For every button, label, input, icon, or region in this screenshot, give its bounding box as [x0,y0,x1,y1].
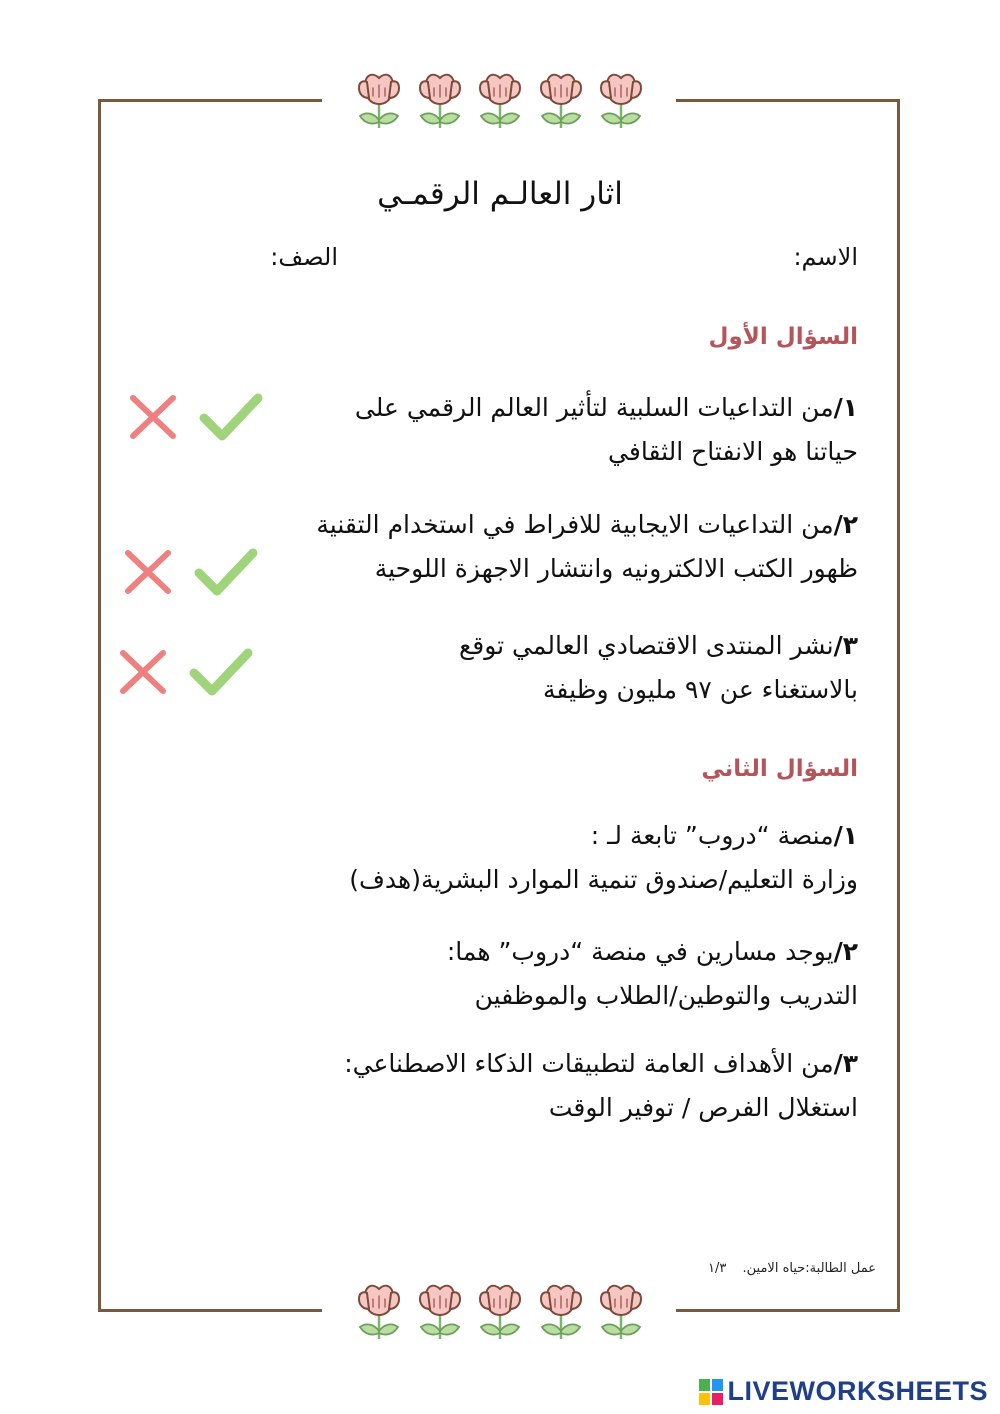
frame-bottom-right [676,1309,900,1312]
item-answer-line: وزارة التعليم/صندوق تنمية الموارد البشرية(هدف) [349,865,858,894]
footer-credit [708,1261,876,1276]
flower-icon [597,1281,645,1343]
flower-icon [355,1281,403,1343]
frame-left [98,99,101,1312]
check-icon[interactable] [193,547,259,597]
item-text-line2: حياتنا هو الانفتاح الثقافي [608,437,858,466]
liveworksheets-brand[interactable] [699,1376,988,1407]
item-text-line1: من التداعيات السلبية لتأثير العالم الرقمي على [354,393,834,422]
question1-heading: السؤال الأول [708,324,858,350]
flower-icon [537,70,585,132]
item-text-line1: نشر المنتدى الاقتصادي العالمي توقع [458,631,834,660]
check-icon[interactable] [188,647,254,697]
item-answer-line: استغلال الفرص / توفير الوقت [548,1093,858,1122]
check-icon[interactable] [198,392,264,442]
item-text-line1: منصة “دروب” تابعة لـ : [590,821,834,850]
item-number: ٣/ [833,631,858,660]
item-text-line1: من التداعيات الايجابية للافراط في استخدام التقنية [316,510,834,539]
liveworksheets-logo-icon [699,1379,723,1405]
flower-icon [355,70,403,132]
page-number: ١/٣ [708,1261,727,1276]
x-icon[interactable] [122,547,174,597]
flower-icon [537,1281,585,1343]
question2-item-1 [349,814,858,902]
item-number: ٣/ [833,1049,858,1078]
brand-name: LIVEWORKSHEETS [727,1376,988,1406]
flower-icon [476,1281,524,1343]
credit-text: عمل الطالبة:حياه الامين. [742,1261,876,1276]
flower-icon [416,1281,464,1343]
class-label: الصف: [270,243,338,271]
item-text-line2: ظهور الكتب الالكترونيه وانتشار الاجهزة اللوحية [374,554,858,583]
item-text-line1: من الأهداف العامة لتطبيقات الذكاء الاصطناعي: [344,1049,834,1078]
flower-row-bottom [355,1281,645,1343]
question2-item-3 [344,1042,858,1130]
flower-row-top [355,70,645,132]
item-number: ١/ [833,393,858,422]
item-number: ١/ [833,821,858,850]
question2-heading: السؤال الثاني [701,756,858,782]
x-icon[interactable] [127,392,179,442]
frame-right [897,99,900,1312]
item-answer-line: التدريب والتوطين/الطلاب والموظفين [474,981,858,1010]
item-text-line1: يوجد مسارين في منصة “دروب” هما: [446,937,834,966]
question2-item-2 [447,930,858,1018]
frame-bottom-left [98,1309,322,1312]
flower-icon [597,70,645,132]
frame-top-left [98,99,322,102]
frame-top-right [676,99,900,102]
item-number: ٢/ [833,510,858,539]
question1-item-3 [459,624,858,712]
item-text-line2: بالاستغناء عن ٩٧ مليون وظيفة [543,675,858,704]
name-label: الاسم: [793,243,858,271]
flower-icon [416,70,464,132]
item-number: ٢/ [833,937,858,966]
flower-icon [476,70,524,132]
worksheet-title: اثار العالـم الرقمـي [377,176,623,212]
x-icon[interactable] [117,647,169,697]
question1-item-2 [316,503,858,591]
question1-item-1 [355,386,858,474]
